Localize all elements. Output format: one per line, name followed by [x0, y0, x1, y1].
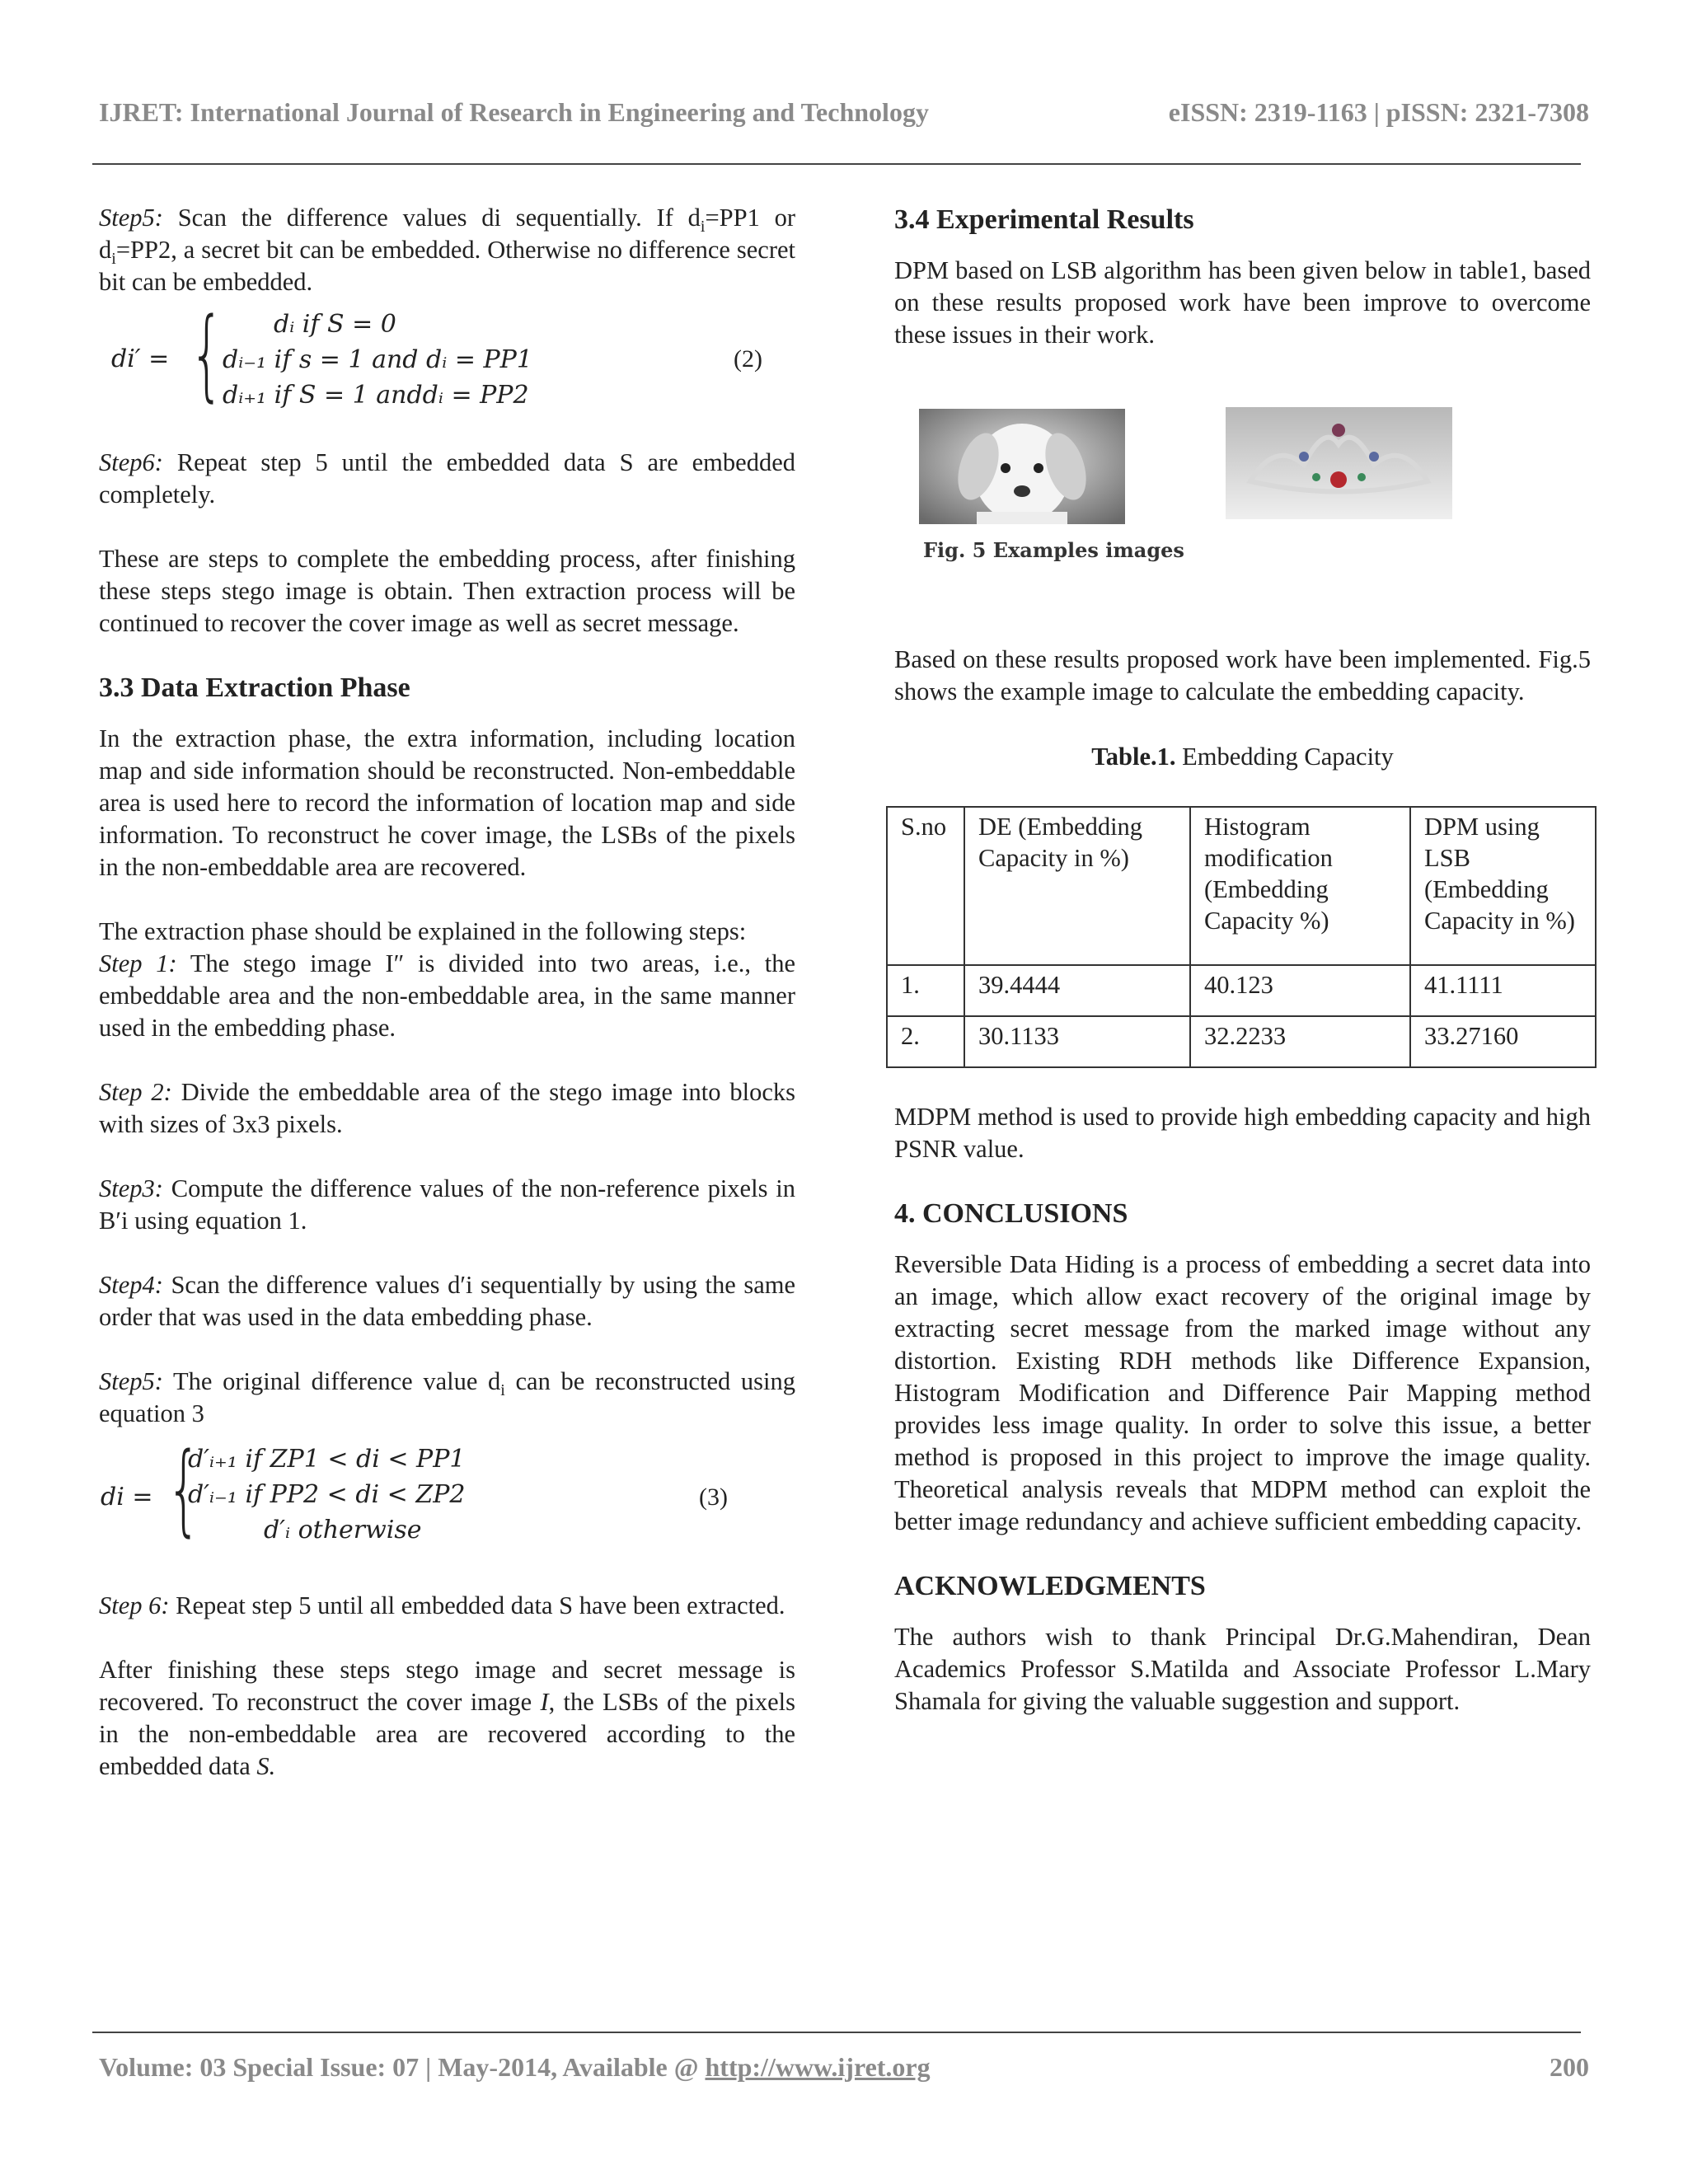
- issn-text: eISSN: 2319-1163 | pISSN: 2321-7308: [1168, 97, 1589, 127]
- step-label: Step5:: [99, 1367, 163, 1395]
- text: The original difference value d: [162, 1367, 501, 1395]
- equation-case: dᵢ₊₁ if S = 1 anddᵢ = PP2: [223, 381, 529, 410]
- based-paragraph: Based on these results proposed work have been implemented. Fig.5 shows the example image to calculate the embedding capacity.: [894, 645, 1591, 705]
- text: Repeat step 5 until all embedded data S have been extracted.: [169, 1591, 785, 1619]
- table-cell: 39.4444: [964, 965, 1190, 1016]
- mdpm-paragraph: MDPM method is used to provide high embedding capacity and high PSNR value.: [894, 1103, 1591, 1163]
- table-cell: 1.: [887, 965, 964, 1016]
- subscript: i: [111, 250, 116, 269]
- page-number: 200: [1550, 2052, 1589, 2082]
- equation-3: [99, 1432, 795, 1557]
- text: The stego image I″ is divided into two areas, i.e., the embeddable area and the non-embeddable area, in the same manner used in the embedding phase.: [99, 949, 795, 1042]
- equation-lhs: di′ =: [111, 344, 170, 373]
- step3-paragraph: [99, 1173, 795, 1237]
- page-header: [99, 97, 1589, 128]
- subscript: i: [700, 218, 706, 237]
- left-brace-icon: {: [190, 298, 224, 412]
- equation-lhs: di =: [101, 1483, 153, 1511]
- text: After finishing these steps stego image and secret message is recovered. To reconstruct the cover image: [99, 1656, 795, 1716]
- step-label: Step6:: [99, 448, 163, 476]
- table-cell: 2.: [887, 1016, 964, 1067]
- table-title: Embedding Capacity: [1175, 743, 1394, 771]
- text: Scan the difference values d′i sequentially by using the same order that was used in the data embedding phase.: [99, 1271, 795, 1331]
- text: =PP1 or d: [99, 204, 795, 264]
- footer-rule: [92, 2032, 1581, 2033]
- final-paragraph: [99, 1654, 795, 1783]
- equation-number: (2): [734, 345, 762, 373]
- table-header-cell: Histogram modification (Embedding Capacity %): [1190, 807, 1410, 965]
- italic-symbol: S.: [256, 1752, 276, 1780]
- equation-case: dᵢ if S = 0: [274, 310, 396, 339]
- left-column: [99, 202, 795, 1815]
- step5-embed-paragraph: [99, 202, 795, 298]
- table-caption: [894, 741, 1591, 773]
- step-label: Step 2:: [99, 1078, 172, 1106]
- table-cell: 32.2233: [1190, 1016, 1410, 1067]
- page-footer: [99, 2052, 1589, 2083]
- table-header-cell: DPM using LSB (Embedding Capacity in %): [1410, 807, 1596, 965]
- text: Compute the difference values of the non-reference pixels in B′i using equation 1.: [99, 1174, 795, 1235]
- step-label: Step4:: [99, 1271, 163, 1299]
- puppy-image: [919, 409, 1125, 524]
- step-label: Step 6:: [99, 1591, 170, 1619]
- section-heading-conclusions: 4. CONCLUSIONS: [894, 1198, 1128, 1229]
- table-row: [887, 1016, 1596, 1067]
- text: Volume: 03 Special Issue: 07 | May-2014, Available @: [99, 2052, 706, 2082]
- journal-link[interactable]: http://www.ijret.org: [705, 2052, 931, 2082]
- text: Scan the difference values di sequentially. If d: [162, 204, 701, 232]
- equation-cases: [223, 307, 532, 413]
- text: , the LSBs of the pixels in the non-embeddable area are recovered according to the embedded data: [99, 1688, 796, 1780]
- step1-paragraph: [99, 948, 795, 1044]
- table-cell: 30.1133: [964, 1016, 1190, 1067]
- section-heading-3-3: 3.3 Data Extraction Phase: [99, 673, 410, 703]
- step6-extract-paragraph: [99, 1590, 795, 1622]
- embedding-capacity-table: [886, 806, 1597, 1068]
- equation-2: [99, 298, 795, 414]
- equation-case: d′ᵢ otherwise: [264, 1516, 422, 1544]
- text: =PP2, a secret bit can be embedded. Otherwise no difference secret bit can be embedded.: [99, 236, 795, 296]
- right-column: [894, 202, 1591, 1750]
- figure-caption: Fig. 5 Examples images: [923, 538, 1184, 562]
- step-label: Step5:: [99, 204, 163, 232]
- left-brace-icon: {: [166, 1432, 201, 1547]
- step6-paragraph: [99, 447, 795, 511]
- acknowledgment-paragraph: The authors wish to thank Principal Dr.G.Mahendiran, Dean Academics Professor S.Matilda and Associate Professor L.Mary Shamala for giving the valuable suggestion and support.: [894, 1623, 1591, 1715]
- subscript: i: [500, 1381, 505, 1400]
- footer-volume: [99, 2052, 931, 2083]
- equation-case: d′ᵢ₋₁ if PP2 < di < ZP2: [188, 1480, 466, 1509]
- section-heading-acknowledgments: ACKNOWLEDGMENTS: [894, 1571, 1206, 1601]
- header-rule: [92, 163, 1581, 165]
- table-cell: 33.27160: [1410, 1016, 1596, 1067]
- dpm-paragraph: DPM based on LSB algorithm has been given below in table1, based on these results proposed work have been improve to overcome these issues in their work.: [894, 256, 1591, 349]
- steps-summary-paragraph: These are steps to complete the embedding process, after finishing these steps stego image is obtain. Then extraction process will be continued to recover the cover image as well as secret message.: [99, 545, 795, 637]
- section-heading-3-4: 3.4 Experimental Results: [894, 204, 1194, 235]
- table-cell: 40.123: [1190, 965, 1410, 1016]
- equation-cases: [188, 1441, 465, 1548]
- explained-paragraph: The extraction phase should be explained in the following steps:: [99, 917, 747, 945]
- table-label: Table.1.: [1091, 743, 1176, 771]
- step2-paragraph: [99, 1076, 795, 1141]
- table-header-cell: DE (Embedding Capacity in %): [964, 807, 1190, 965]
- step5-extract-paragraph: [99, 1366, 795, 1430]
- tiara-image: [1226, 407, 1452, 519]
- table-row: [887, 965, 1596, 1016]
- table-header-row: [887, 807, 1596, 965]
- text: can be reconstructed using equation 3: [99, 1367, 795, 1427]
- equation-case: d′ᵢ₊₁ if ZP1 < di < PP1: [188, 1445, 466, 1474]
- italic-symbol: I: [540, 1688, 549, 1716]
- text: Divide the embeddable area of the stego image into blocks with sizes of 3x3 pixels.: [99, 1078, 796, 1138]
- equation-number: (3): [699, 1483, 728, 1511]
- text: Repeat step 5 until the embedded data S are embedded completely.: [99, 448, 795, 509]
- equation-case: dᵢ₋₁ if s = 1 and dᵢ = PP1: [223, 345, 532, 374]
- conclusion-paragraph: Reversible Data Hiding is a process of embedding a secret data into an image, which allow exact recovery of the original image by extracting secret message from the marked image without any distortion. Existing RDH methods like Difference Expansion, Histogram Modification and Difference Pair Mapping method provides less image quality. In order to solve this issue, a better method is proposed in this project to improve the image quality. Theoretical analysis reveals that MDPM method can exploit the better image redundancy and achieve sufficient embedding capacity.: [894, 1250, 1591, 1535]
- step4-paragraph: [99, 1269, 795, 1333]
- extraction-paragraph: In the extraction phase, the extra information, including location map and side information should be reconstructed. Non-embeddable area is used here to record the information of location map and side information. To reconstruct he cover image, the LSBs of the pixels in the non-embeddable area are recovered.: [99, 724, 795, 881]
- journal-title: IJRET: International Journal of Research in Engineering and Technology: [99, 97, 929, 127]
- table-header-cell: S.no: [887, 807, 964, 965]
- step-label: Step 1:: [99, 949, 177, 977]
- step-label: Step3:: [99, 1174, 163, 1202]
- table-cell: 41.1111: [1410, 965, 1596, 1016]
- example-images-figure: [894, 392, 1591, 602]
